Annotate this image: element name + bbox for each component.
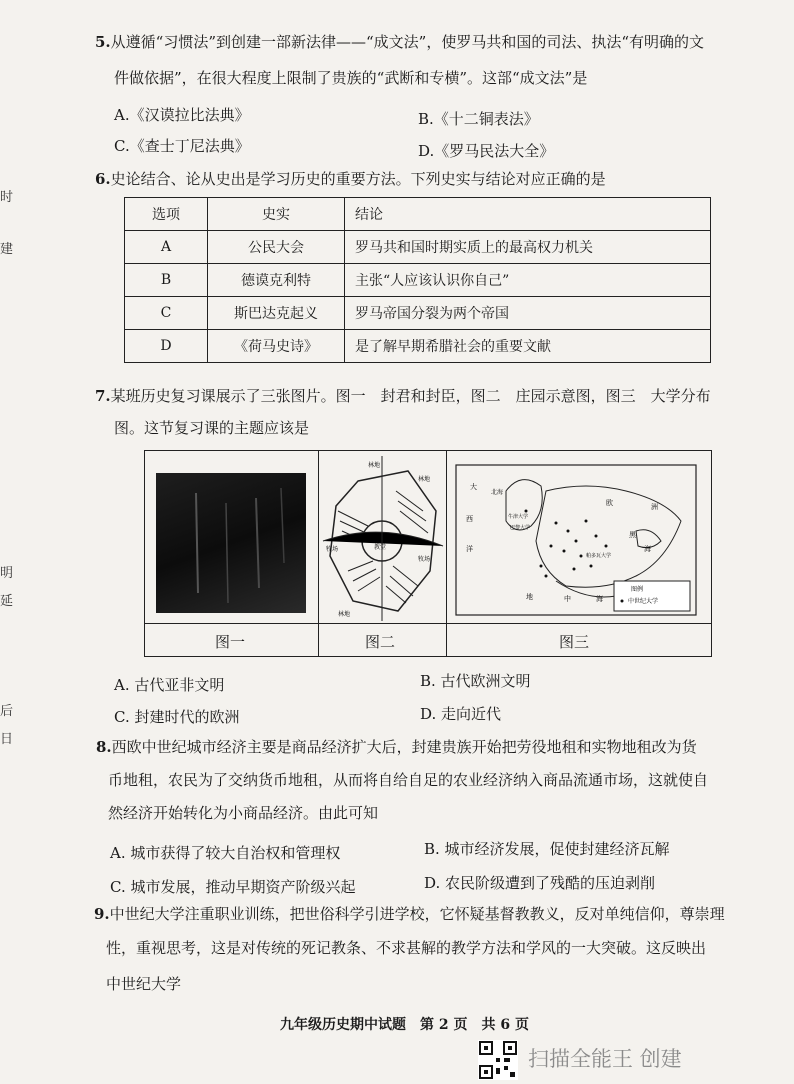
map-label: 巴黎大学 bbox=[510, 525, 531, 531]
option-d: D.《罗马民法大全》 bbox=[418, 142, 555, 160]
question-text-line: 中世纪大学 bbox=[106, 975, 182, 993]
option-c: C.《查士丁尼法典》 bbox=[114, 137, 250, 155]
margin-char: 后 bbox=[0, 704, 14, 719]
table-row bbox=[125, 264, 711, 297]
table-cell: 罗马共和国时期实质上的最高权力机关 bbox=[345, 231, 711, 264]
table-cell: D bbox=[125, 330, 208, 363]
page-footer: 九年级历史期中试题 第 2 页 共 6 页 bbox=[280, 1017, 529, 1033]
question-text: 西欧中世纪城市经济主要是商品经济扩大后，封建贵族开始把劳役地租和实物地租改为货 bbox=[111, 738, 697, 756]
history-table bbox=[124, 197, 711, 363]
map-label: 牧场 bbox=[418, 556, 431, 563]
table-cell: B bbox=[125, 264, 208, 297]
option-d: D. 农民阶级遭到了残酷的压迫剥削 bbox=[424, 874, 656, 892]
map-label: 洋 bbox=[466, 545, 473, 553]
map-label: 黑 bbox=[629, 531, 636, 539]
question-text: 中世纪大学注重职业训练，把世俗科学引进学校，它怀疑基督教教义，反对单纯信仰，尊崇理 bbox=[109, 905, 725, 923]
map-label: 帕多瓦大学 bbox=[586, 553, 612, 559]
map-label: 北海 bbox=[491, 489, 504, 496]
question-text: 从遵循“习惯法”到创建一部新法律——“成文法”，使罗马共和国的司法、执法“有明确的文 bbox=[110, 33, 705, 51]
map-legend-title: 图例 bbox=[631, 586, 644, 593]
map-label: 洲 bbox=[651, 503, 658, 511]
margin-char: 建 bbox=[0, 242, 14, 257]
option-b: B.《十二铜表法》 bbox=[418, 110, 539, 128]
margin-char: 延 bbox=[0, 594, 14, 609]
map-label: 领主住宅 bbox=[370, 534, 395, 541]
option-b: B. 古代欧洲文明 bbox=[420, 672, 531, 690]
question-text: 某班历史复习课展示了三张图片。图一 封君和封臣，图二 庄园示意图，图三 大学分布 bbox=[110, 387, 711, 405]
map-label: 教堂 bbox=[374, 544, 387, 551]
table-cell: 罗马帝国分裂为两个帝国 bbox=[345, 297, 711, 330]
map-label: 西 bbox=[466, 515, 473, 523]
question-5 bbox=[95, 26, 704, 59]
figure-panel bbox=[144, 450, 712, 657]
map-legend-entry: 中世纪大学 bbox=[628, 598, 659, 605]
question-number: 9. bbox=[94, 905, 110, 923]
question-text-line: 然经济开始转化为小商品经济。由此可知 bbox=[108, 804, 379, 822]
question-7 bbox=[95, 380, 711, 413]
scanner-watermark: 扫描全能王 创建 bbox=[528, 1047, 682, 1071]
question-8 bbox=[96, 731, 697, 764]
question-number: 5. bbox=[95, 33, 111, 51]
question-text: 史论结合、论从史出是学习历史的重要方法。下列史实与结论对应正确的是 bbox=[110, 170, 606, 188]
table-cell: 主张“人应该认识你自己” bbox=[345, 264, 711, 297]
figure-caption: 图二 bbox=[365, 633, 396, 651]
figure-caption: 图一 bbox=[215, 633, 246, 651]
figure-1-photo bbox=[156, 473, 306, 613]
margin-char: 时 bbox=[0, 190, 14, 205]
university-map bbox=[446, 451, 711, 623]
margin-char: 日 bbox=[0, 732, 14, 747]
option-a: A.《汉谟拉比法典》 bbox=[114, 106, 250, 124]
table-cell: 斯巴达克起义 bbox=[208, 297, 345, 330]
map-label: 地 bbox=[526, 593, 533, 601]
option-c: C. 封建时代的欧洲 bbox=[114, 708, 240, 726]
table-cell: 德谟克利特 bbox=[208, 264, 345, 297]
option-d: D. 走向近代 bbox=[420, 705, 502, 723]
figure-caption: 图三 bbox=[559, 633, 590, 651]
table-header-row bbox=[125, 198, 711, 231]
map-label: 牧场 bbox=[326, 546, 339, 553]
table-row bbox=[125, 231, 711, 264]
question-number: 6. bbox=[95, 170, 111, 188]
map-label: 海 bbox=[644, 545, 651, 553]
map-label: 海 bbox=[596, 595, 603, 603]
map-label: 中 bbox=[564, 595, 571, 603]
margin-char: 明 bbox=[0, 566, 14, 581]
table-row bbox=[125, 330, 711, 363]
table-cell: 公民大会 bbox=[208, 231, 345, 264]
map-label: 林地 bbox=[338, 611, 351, 618]
question-6 bbox=[95, 163, 606, 196]
photo-texture bbox=[156, 473, 306, 613]
table-cell: 《荷马史诗》 bbox=[208, 330, 345, 363]
table-header: 史实 bbox=[208, 198, 345, 231]
table-header: 选项 bbox=[125, 198, 208, 231]
map-label: 林地 bbox=[368, 462, 381, 469]
legend-marker bbox=[621, 600, 624, 603]
question-text-line: 性，重视思考，这是对传统的死记教条、不求甚解的教学方法和学风的一大突破。这反映出 bbox=[106, 939, 707, 957]
option-c: C. 城市发展，推动早期资产阶级兴起 bbox=[110, 878, 356, 896]
map-label: 林地 bbox=[418, 476, 431, 483]
question-9 bbox=[94, 898, 725, 931]
option-a: A. 古代亚非文明 bbox=[114, 676, 225, 694]
map-label: 牛津大学 bbox=[508, 514, 529, 520]
question-text-line: 币地租，农民为了交纳货币地租，从而将自给自足的农业经济纳入商品流通市场，这就使自 bbox=[108, 771, 709, 789]
map-label: 欧 bbox=[606, 499, 613, 507]
question-number: 7. bbox=[95, 387, 111, 405]
option-a: A. 城市获得了较大自治权和管理权 bbox=[110, 844, 341, 862]
qr-code-icon bbox=[478, 1040, 518, 1080]
question-text-line: 图。这节复习课的主题应该是 bbox=[114, 419, 310, 437]
table-row bbox=[125, 297, 711, 330]
table-header: 结论 bbox=[345, 198, 711, 231]
manor-diagram bbox=[318, 451, 446, 623]
option-b: B. 城市经济发展，促使封建经济瓦解 bbox=[424, 840, 670, 858]
table-cell: A bbox=[125, 231, 208, 264]
question-number: 8. bbox=[96, 738, 112, 756]
map-label: 大 bbox=[470, 483, 477, 491]
table-cell: C bbox=[125, 297, 208, 330]
table-cell: 是了解早期希腊社会的重要文献 bbox=[345, 330, 711, 363]
question-text-line: 件做依据”，在很大程度上限制了贵族的“武断和专横”。这部“成文法”是 bbox=[114, 69, 588, 87]
